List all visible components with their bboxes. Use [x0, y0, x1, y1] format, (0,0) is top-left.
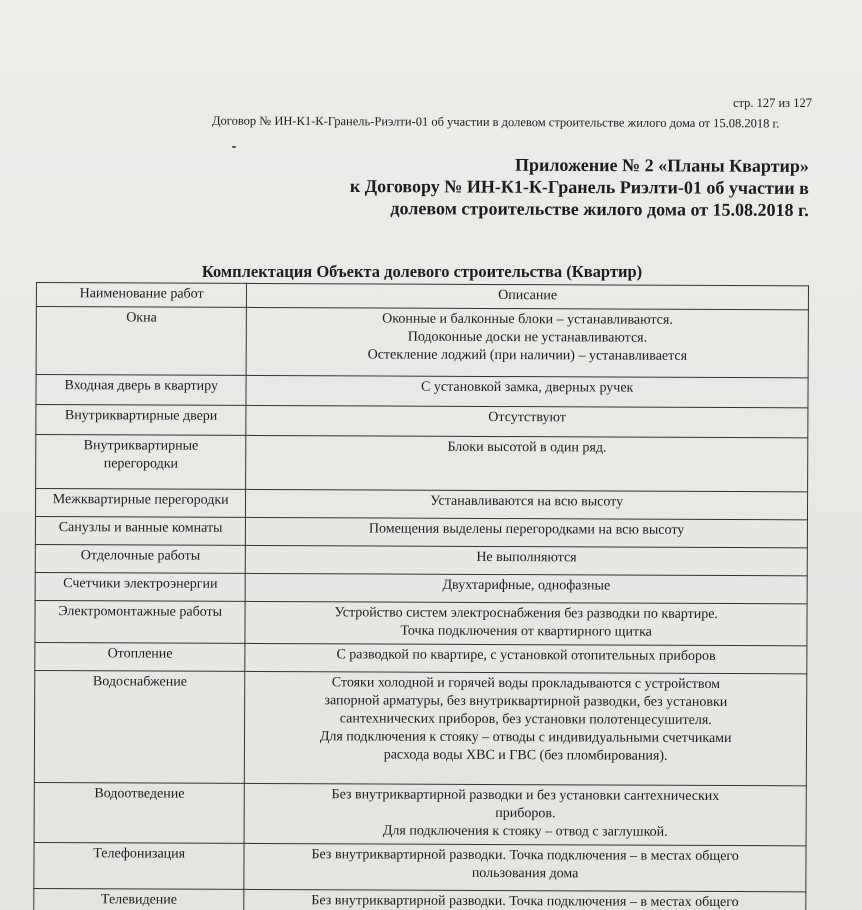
row-work-name — [35, 516, 245, 545]
row-work-name — [35, 544, 245, 573]
description-line: Без внутриквартирной разводки и без установки сантехнических — [331, 787, 720, 804]
contract-header: Договор № ИН-К1-К-Гранель-Риэлти-01 об участии в долевом строительстве жилого дома от 15.08.2018 г. — [211, 113, 780, 131]
description-line: запорной арматуры, без внутриквартирной разводки, без установки — [324, 693, 728, 711]
row-work-name — [36, 405, 246, 436]
row-description — [245, 643, 807, 673]
work-name-line: Телевидение — [100, 892, 178, 908]
description-line: Без внутриквартирной разводки. Точка подключения – в местах общего — [311, 893, 739, 910]
row-description — [246, 545, 808, 575]
appendix-subtitle-line-2: долевом строительстве жилого дома от 15.08.2018 г. — [390, 198, 809, 220]
table-row — [36, 375, 808, 408]
appendix-subtitle-line-1: к Договору № ИН-К1-К-Гранель Риэлти-01 об участии в — [349, 175, 809, 198]
row-work-name — [36, 375, 246, 406]
table-title: Комплектация Объекта долевого строительства (Квартир) — [201, 262, 643, 281]
description-line: расхода воды ХВС и ГВС (без пломбирования). — [383, 747, 668, 764]
row-description — [246, 489, 808, 519]
description-line: Для подключения к стояку – отводы с индивидуальными счетчиками — [319, 729, 732, 747]
description-line: приборов. — [495, 806, 556, 822]
row-description — [245, 671, 807, 785]
column-header-name: Наименование работ — [36, 283, 246, 308]
description-line: Стояки холодной и горячей воды прокладываются с устройством — [331, 675, 721, 692]
row-work-name — [36, 435, 247, 490]
row-description — [246, 307, 808, 377]
work-name-line: перегородки — [103, 456, 179, 472]
row-work-name — [34, 888, 245, 910]
column-header-description: Описание — [247, 283, 809, 309]
row-description — [244, 843, 806, 891]
row-work-name — [36, 307, 247, 376]
row-description — [246, 435, 808, 491]
row-description — [245, 601, 807, 645]
work-name-line: Внутриквартирные двери — [64, 408, 218, 424]
work-name-line: Отопление — [107, 646, 173, 662]
row-work-name — [35, 572, 245, 601]
row-description — [244, 783, 806, 845]
table-row — [35, 642, 807, 673]
work-name-line: Межквартирные перегородки — [52, 492, 229, 508]
description-line: Точка подключения от квартирного щитка — [400, 623, 652, 640]
table-row — [36, 435, 808, 492]
description-line: С разводкой по квартире, с установкой отопительных приборов — [336, 647, 716, 664]
description-line: Устройство систем электроснабжения без разводки по квартире. — [334, 605, 718, 622]
description-line: Не выполняются — [476, 549, 577, 566]
description-line: сантехнических приборов, без установки полотенцесушителя. — [339, 711, 712, 728]
table-row — [34, 782, 806, 845]
description-line: Подоконные доски не устанавливаются. — [407, 329, 648, 346]
table-row — [36, 307, 808, 378]
description-line: Остекление лоджий (при наличии) – устанавливается — [367, 347, 688, 364]
row-work-name — [35, 489, 245, 518]
work-name-line: Внутриквартирные — [83, 438, 199, 454]
work-name-line: Окна — [126, 310, 157, 326]
table-row — [35, 516, 807, 547]
row-work-name — [35, 642, 245, 671]
description-line: пользования дома — [471, 865, 579, 882]
description-line: Двухтарифные, однофазные — [442, 577, 611, 594]
row-work-name — [34, 670, 245, 783]
description-line: Без внутриквартирной разводки. Точка подключения – в местах общего — [311, 847, 739, 865]
row-description — [245, 573, 807, 603]
work-name-line: Входная дверь в квартиру — [64, 378, 219, 394]
ink-mark — [232, 146, 236, 148]
table-row — [35, 572, 807, 603]
row-description — [246, 517, 808, 547]
work-name-line: Электромонтажные работы — [58, 604, 223, 620]
specification-table — [33, 282, 809, 910]
work-name-line: Отделочные работы — [80, 548, 201, 564]
description-line: Для подключения к стояку – отвод с заглушкой. — [382, 823, 668, 840]
description-line: С установкой замка, дверных ручек — [421, 379, 634, 396]
work-name-line: Телефонизация — [93, 846, 186, 862]
row-work-name — [34, 842, 245, 889]
description-line: Устанавливаются на всю высоту — [430, 493, 624, 510]
table-row — [34, 842, 806, 891]
table-row — [35, 489, 807, 520]
description-line: Помещения выделены перегородками на всю высоту — [368, 521, 685, 538]
row-description — [246, 405, 808, 437]
description-line: Блоки высотой в один ряд. — [447, 439, 607, 456]
work-name-line: Водоснабжение — [92, 674, 187, 690]
work-name-line: Санузлы и ванные комнаты — [58, 520, 223, 536]
table-row — [35, 544, 807, 575]
appendix-heading — [350, 153, 809, 221]
table-row — [35, 600, 807, 645]
work-name-line: Счетчики электроэнергии — [63, 576, 218, 592]
row-work-name — [35, 600, 246, 643]
work-name-line: Водоотведение — [94, 786, 185, 802]
table-row — [36, 405, 808, 438]
table-header-row — [36, 283, 808, 310]
row-description — [244, 889, 806, 910]
table-row — [34, 670, 806, 785]
page-number: стр. 127 из 127 — [732, 96, 812, 110]
row-description — [246, 375, 808, 407]
row-work-name — [34, 782, 245, 843]
appendix-title: Приложение № 2 «Планы Квартир» — [514, 154, 809, 176]
description-line: Отсутствуют — [488, 409, 566, 426]
description-line: Оконные и балконные блоки – устанавливаются. — [382, 311, 673, 328]
table-row — [34, 888, 806, 910]
